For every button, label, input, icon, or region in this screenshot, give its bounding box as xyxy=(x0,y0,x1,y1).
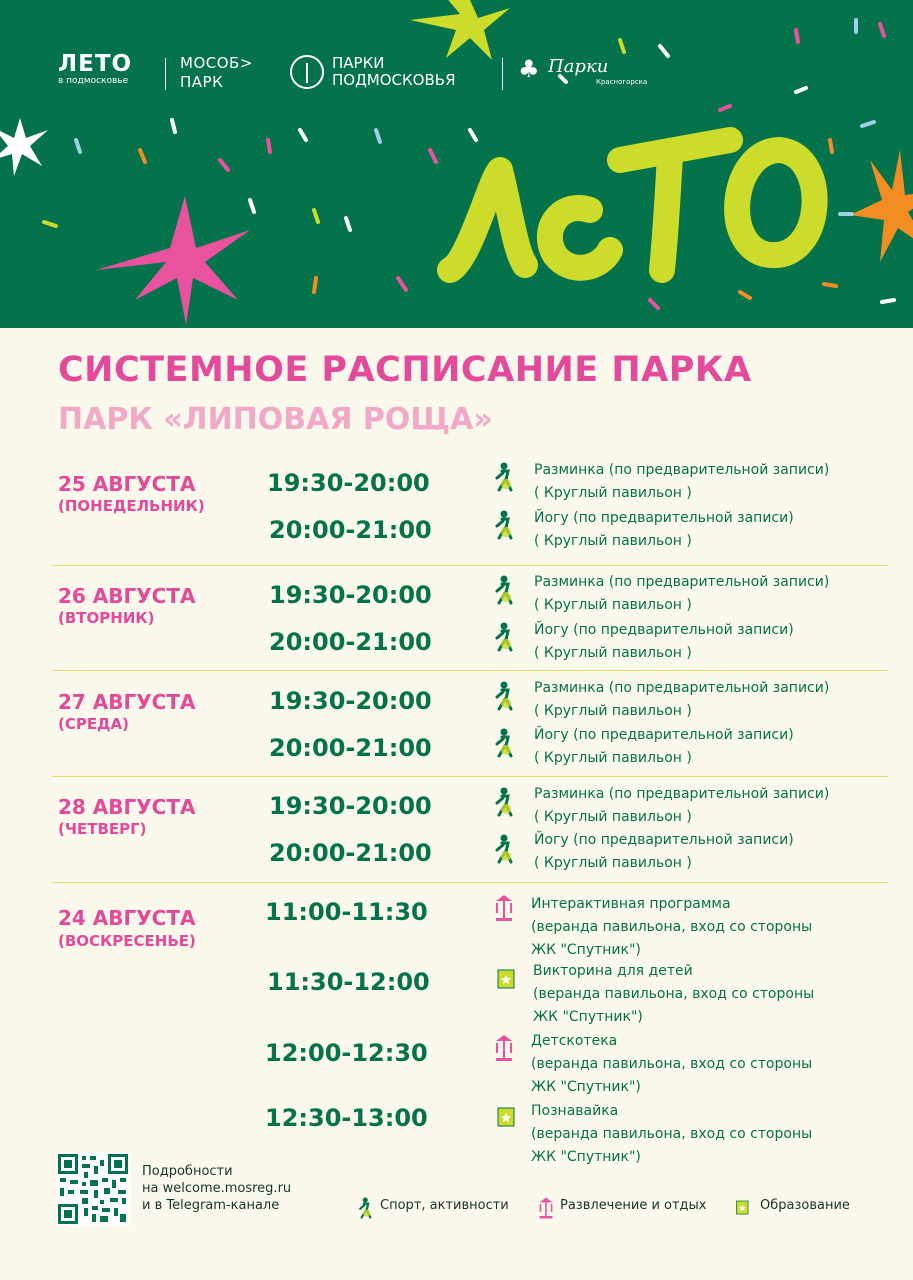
event-title: Детскотека xyxy=(531,1033,618,1049)
event-time: 19:30-20:00 xyxy=(269,792,432,820)
event-title: Интерактивная программа xyxy=(531,896,731,912)
event-time: 20:00-21:00 xyxy=(269,734,432,762)
event-description xyxy=(534,619,794,665)
day-weekday: (ЧЕТВЕРГ) xyxy=(58,820,147,838)
event-title: Разминка (по предварительной записи) xyxy=(534,680,830,696)
event-location: ( Круглый павильон ) xyxy=(534,855,692,871)
book-icon xyxy=(496,1104,518,1134)
event-description xyxy=(534,459,829,505)
event-title: Йогу (по предварительной записи) xyxy=(534,510,794,526)
logo-divider xyxy=(165,58,166,90)
event-title: Разминка (по предварительной записи) xyxy=(534,574,830,590)
event-title: Викторина для детей xyxy=(533,963,693,979)
event-time: 12:30-13:00 xyxy=(265,1104,428,1132)
event-location-cont: ЖК "Спутник") xyxy=(531,942,641,958)
day-date: 27 АВГУСТА xyxy=(58,690,196,714)
day-weekday: (ВОСКРЕСЕНЬЕ) xyxy=(58,932,196,950)
event-description xyxy=(533,960,814,1029)
day-date: 24 АВГУСТА xyxy=(58,906,196,930)
legend-sport: Спорт, активности xyxy=(380,1198,509,1213)
header-banner xyxy=(0,0,913,328)
book-icon xyxy=(496,966,518,996)
day-weekday: (ПОНЕДЕЛЬНИК) xyxy=(58,497,205,515)
event-location: ( Круглый павильон ) xyxy=(534,597,692,613)
leto-logo xyxy=(58,52,132,86)
sport-icon xyxy=(494,834,516,864)
sport-icon xyxy=(494,622,516,652)
carousel-icon xyxy=(537,1196,555,1220)
carousel-icon xyxy=(493,1033,515,1063)
tree-icon: ♣ xyxy=(518,55,540,83)
event-time: 11:00-11:30 xyxy=(265,898,428,926)
mosobpark-logo-line2: ПАРК xyxy=(180,73,224,91)
more-info-line1: Подробности xyxy=(142,1164,233,1179)
event-time: 20:00-21:00 xyxy=(269,839,432,867)
kras-logo-text: Парки xyxy=(548,56,609,77)
logo-divider xyxy=(502,58,503,90)
page-subtitle: ПАРК «ЛИПОВАЯ РОЩА» xyxy=(58,402,493,437)
event-time: 20:00-21:00 xyxy=(269,628,432,656)
event-time: 19:30-20:00 xyxy=(269,687,432,715)
legend-entertainment: Развлечение и отдых xyxy=(560,1198,707,1213)
sport-icon xyxy=(494,510,516,540)
carousel-icon xyxy=(493,893,515,923)
event-location: ( Круглый павильон ) xyxy=(534,750,692,766)
event-location: (веранда павильона, вход со стороны xyxy=(533,986,815,1002)
event-description xyxy=(531,1100,812,1169)
parki-logo-line1: ПАРКИ xyxy=(332,54,385,72)
event-title: Йогу (по предварительной записи) xyxy=(534,622,794,638)
event-location: (веранда павильона, вход со стороны xyxy=(531,919,813,935)
event-description xyxy=(534,571,829,617)
event-description xyxy=(534,507,794,553)
event-location: ( Круглый павильон ) xyxy=(534,485,692,501)
event-location-cont: ЖК "Спутник") xyxy=(533,1009,643,1025)
event-location: ( Круглый павильон ) xyxy=(534,533,692,549)
event-description xyxy=(531,893,812,962)
sport-icon xyxy=(358,1196,374,1220)
event-time: 20:00-21:00 xyxy=(269,516,432,544)
mosobpark-logo-line1: МОСОБ> xyxy=(180,54,253,72)
event-description xyxy=(531,1030,812,1099)
more-info-link[interactable]: на welcome.mosreg.ru xyxy=(142,1181,292,1196)
event-title: Йогу (по предварительной записи) xyxy=(534,832,794,848)
event-title: Йогу (по предварительной записи) xyxy=(534,727,794,743)
kras-logo-subtext: Красногорска xyxy=(596,78,648,86)
day-date: 26 АВГУСТА xyxy=(58,584,196,608)
event-description xyxy=(534,677,829,723)
mosobpark-logo xyxy=(180,54,253,92)
parki-logo-line2: ПОДМОСКОВЬЯ xyxy=(332,71,456,89)
event-location: ( Круглый павильон ) xyxy=(534,645,692,661)
event-description xyxy=(534,783,829,829)
leto-hero-lettering xyxy=(430,100,850,300)
day-divider xyxy=(52,776,888,777)
day-date: 25 АВГУСТА xyxy=(58,472,196,496)
event-title: Разминка (по предварительной записи) xyxy=(534,462,830,478)
qr-code[interactable] xyxy=(56,1152,130,1226)
event-description xyxy=(534,829,794,875)
more-info-line3: и в Telegram-канале xyxy=(142,1198,280,1213)
page-title: СИСТЕМНОЕ РАСПИСАНИЕ ПАРКА xyxy=(58,350,752,390)
leto-logo-text: ЛЕТО xyxy=(58,51,133,77)
event-location-cont: ЖК "Спутник") xyxy=(531,1079,641,1095)
event-description xyxy=(534,724,794,770)
event-time: 11:30-12:00 xyxy=(267,968,430,996)
event-time: 19:30-20:00 xyxy=(267,469,430,497)
day-weekday: (СРЕДА) xyxy=(58,715,129,733)
day-divider xyxy=(52,670,888,671)
event-time: 12:00-12:30 xyxy=(265,1039,428,1067)
day-divider xyxy=(52,882,888,883)
event-location: (веранда павильона, вход со стороны xyxy=(531,1126,813,1142)
legend-education: Образование xyxy=(760,1198,850,1213)
event-location: (веранда павильона, вход со стороны xyxy=(531,1056,813,1072)
sport-icon xyxy=(494,462,516,492)
event-title: Разминка (по предварительной записи) xyxy=(534,786,830,802)
more-info-text xyxy=(142,1163,291,1214)
sport-icon xyxy=(494,728,516,758)
sport-icon xyxy=(494,787,516,817)
day-divider xyxy=(52,565,888,566)
leto-logo-subtext: в подмосковье xyxy=(58,76,129,86)
book-icon xyxy=(735,1198,751,1220)
event-location: ( Круглый павильон ) xyxy=(534,703,692,719)
event-location-cont: ЖК "Спутник") xyxy=(531,1149,641,1165)
sport-icon xyxy=(494,681,516,711)
event-location: ( Круглый павильон ) xyxy=(534,809,692,825)
day-weekday: (ВТОРНИК) xyxy=(58,609,155,627)
leaf-icon xyxy=(290,55,324,89)
sport-icon xyxy=(494,575,516,605)
event-title: Познавайка xyxy=(531,1103,619,1119)
day-date: 28 АВГУСТА xyxy=(58,795,196,819)
event-time: 19:30-20:00 xyxy=(269,581,432,609)
